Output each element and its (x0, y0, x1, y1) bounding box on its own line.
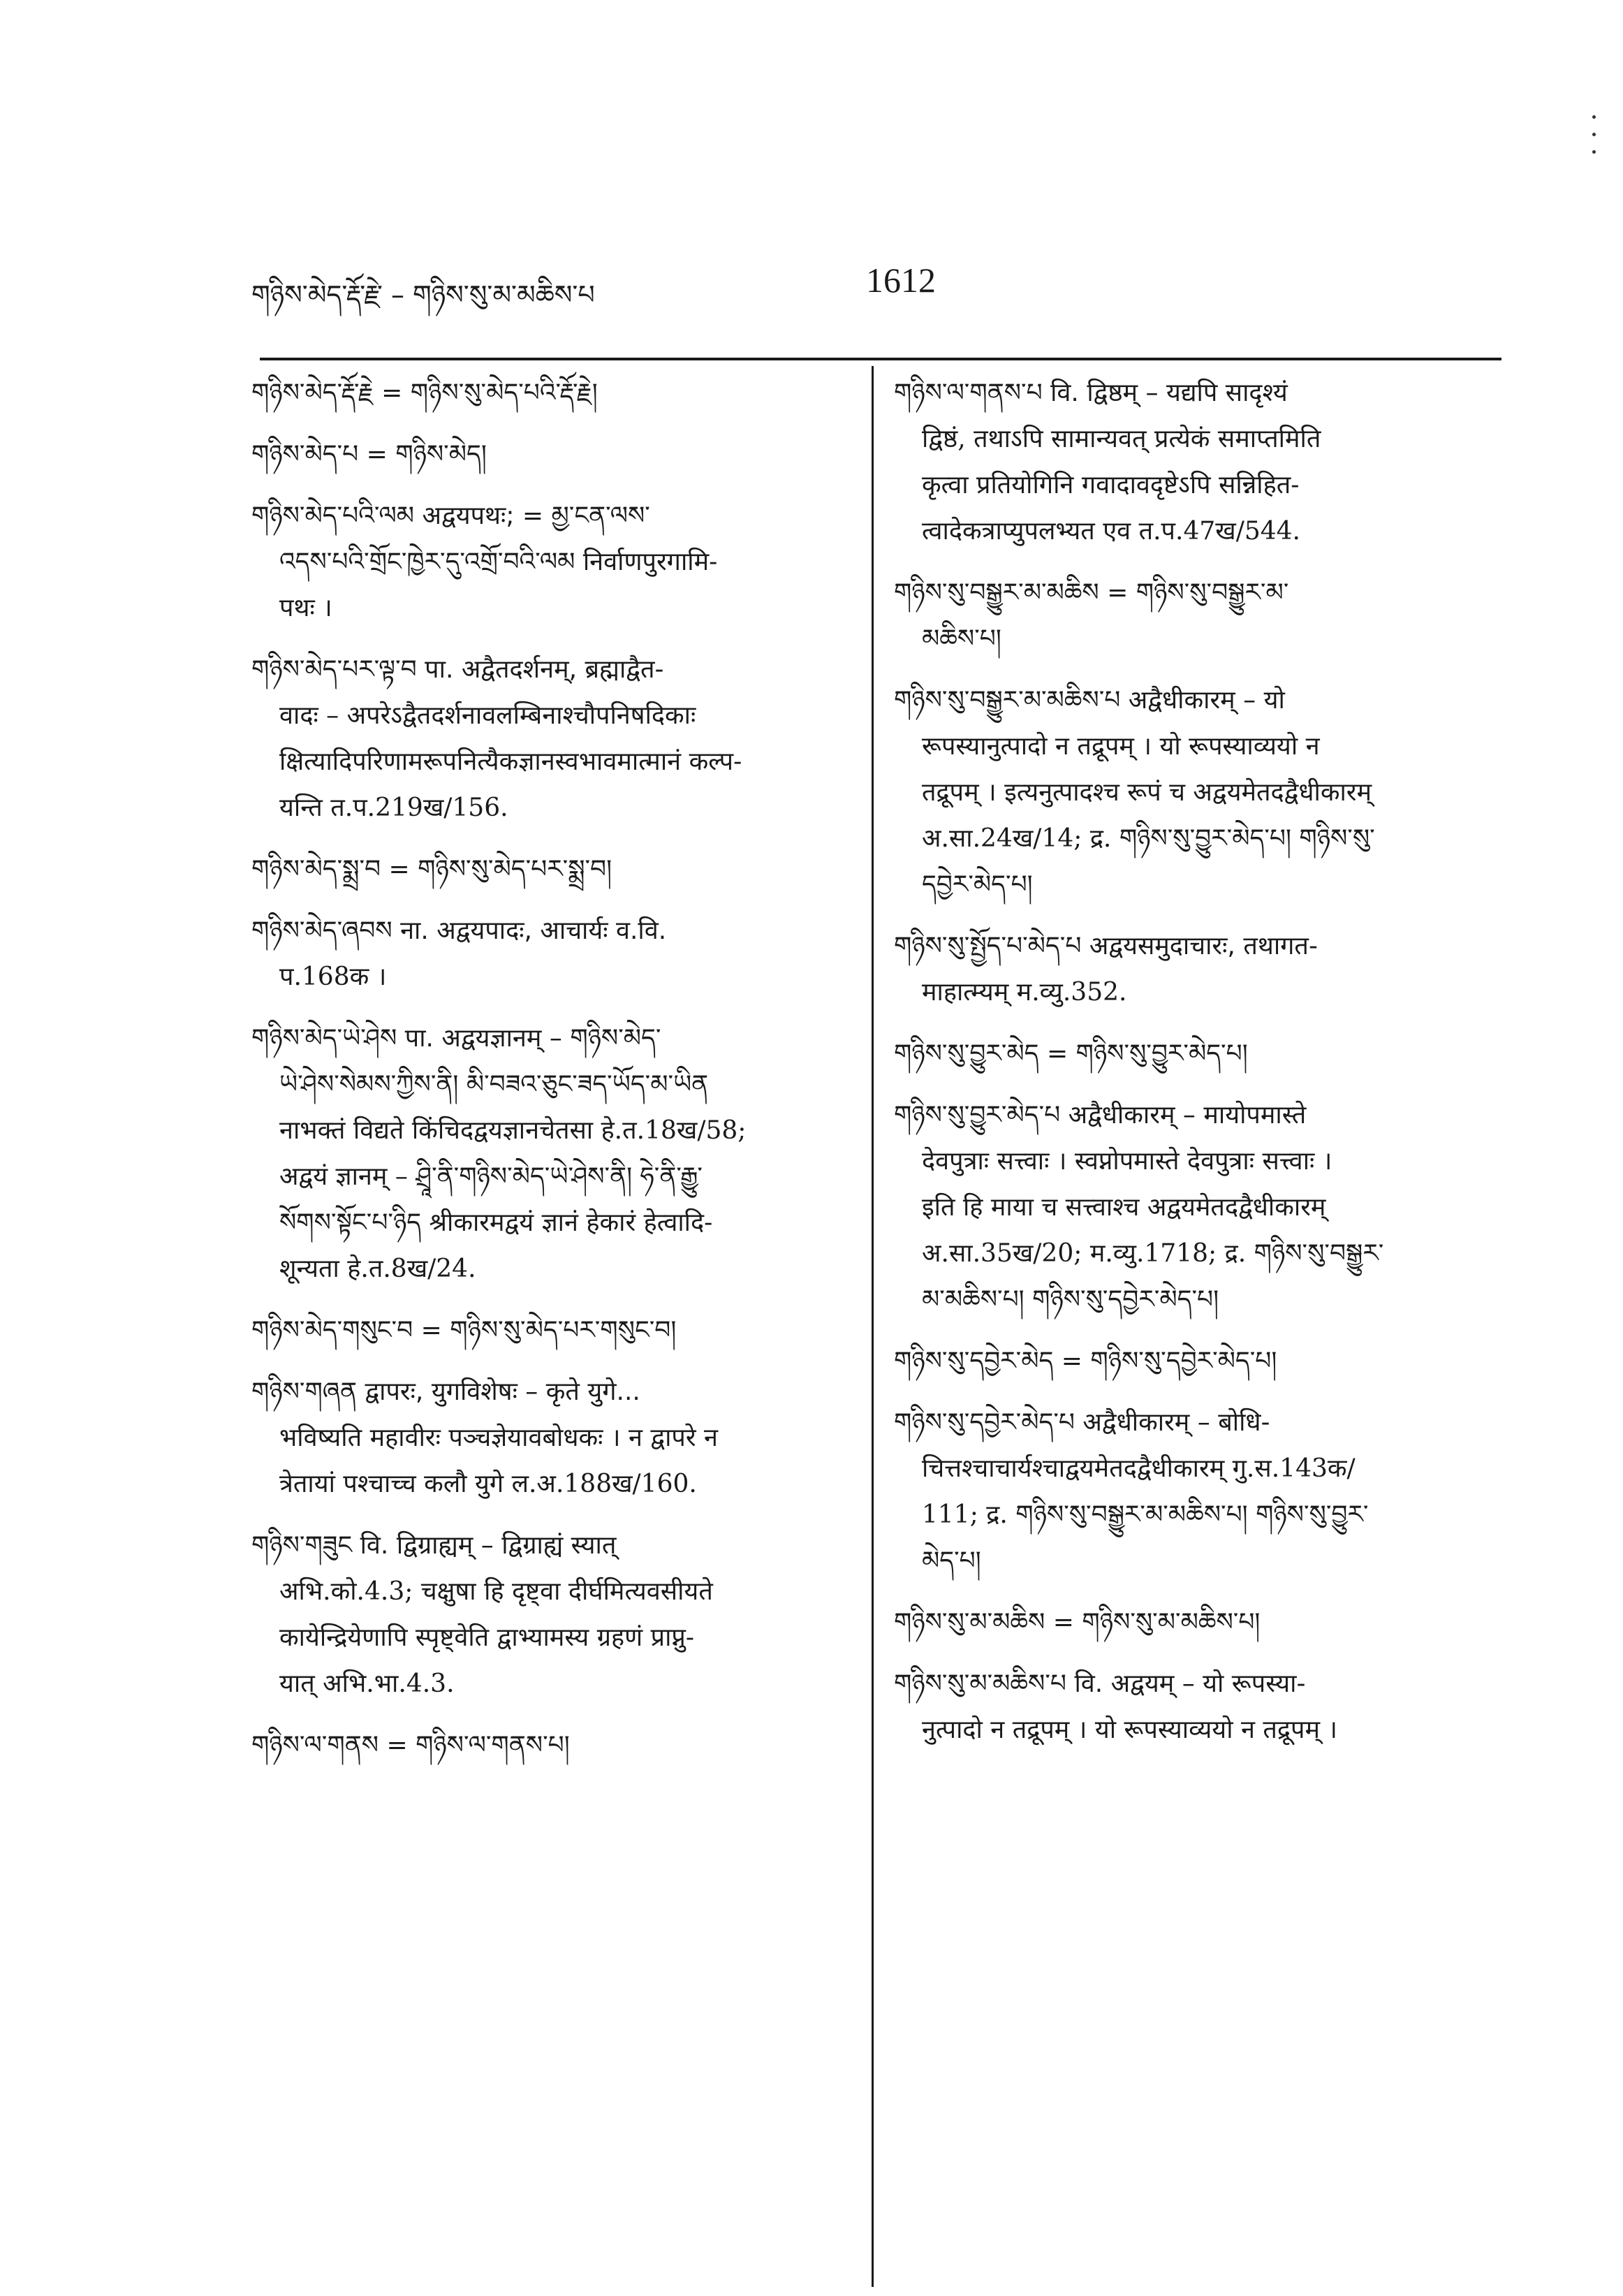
entry-definition-line: पथः । (279, 594, 332, 622)
entry-definition-line: མེད་པ། (922, 1546, 981, 1575)
entry-definition-line: वादः – अपरेऽद्वैतदर्शनावलम्बिनाश्चौपनिषदिकाः (279, 701, 696, 730)
entry-headword-line: གཉིས་གཞན द्वापरः, युगविशेषः – कृते युगे... (251, 1377, 640, 1406)
dictionary-entry (894, 1031, 1501, 1077)
entry-headword-line: གཉིས་སུ་མ་མཆིས་པ वि. अद्वयम् – यो रूपस्या- (894, 1669, 1306, 1698)
entry-definition-line: नुत्पादो न तद्रूपम् । यो रूपस्याव्ययो न तद्रूपम् । (922, 1716, 1338, 1744)
entry-definition-line: སོགས་སྟོང་པ་ཉིད श्रीकारमद्वयं ज्ञानं हेकारं हेत्वादि- (279, 1208, 713, 1237)
entry-headword-line: གཉིས་མེད་པ = གཉིས་མེད། (251, 440, 487, 469)
entry-headword-line: གཉིས་མེད་སྨྲ་བ = གཉིས་སུ་མེད་པར་སྨྲ་བ། (251, 855, 612, 884)
dictionary-entry (251, 1369, 852, 1507)
dictionary-entry (894, 678, 1501, 908)
entry-headword-line: གཉིས་སུ་དབྱེར་མེད = གཉིས་སུ་དབྱེར་མེད་པ། (894, 1347, 1277, 1375)
entry-headword-line: གཉིས་ལ་གནས་པ वि. द्विष्ठम् – यद्यपि सादृश्यं (894, 379, 1288, 407)
dictionary-entry (251, 908, 852, 1000)
entry-definition-line: कृत्वा प्रतियोगिनि गवादावदृष्टेऽपि सन्निहित- (922, 471, 1300, 499)
entry-definition-line: यात् अभि.भा.4.3. (279, 1669, 455, 1698)
dictionary-entry (251, 493, 852, 631)
entry-definition-line: शून्यता हे.त.8ख/24. (279, 1255, 476, 1283)
entry-definition-line: प.168क । (279, 963, 387, 991)
entry-headword-line: གཉིས་སུ་སྤྱོད་པ་མེད་པ अद्वयसमुदाचारः, तथागत- (894, 932, 1318, 960)
entry-headword-line: གཉིས་མེད་པའི་ལམ अद्वयपथः; = མྱ་ངན་ལས་ (251, 502, 650, 530)
dictionary-entry (894, 1092, 1501, 1323)
entry-definition-line: चित्तश्चाचार्यश्चाद्वयमेतदद्वैधीकारम् गु.स.143क/ (922, 1454, 1356, 1483)
right-column (894, 370, 1501, 1769)
entry-headword-line: གཉིས་སུ་བསྒྱུར་མ་མཆིས་པ अद्वैधीकारम् – यो (894, 686, 1285, 715)
dictionary-entry (894, 1600, 1501, 1646)
entry-definition-line: ཡེ་ཤེས་སེམས་ཀྱིས་ནི། མི་བཟའ་ཅུང་ཟད་ཡོད་མ་ཡིན (279, 1070, 709, 1099)
entry-headword-line: གཉིས་སུ་བྱུར་མེད་པ अद्वैधीकारम् – मायोपमास्ते (894, 1101, 1307, 1129)
dictionary-entry (251, 1308, 852, 1354)
entry-definition-line: इति हि माया च सत्त्वाश्च अद्वयमेतदद्वैधीकारम् (922, 1193, 1326, 1222)
entry-definition-line: དབྱེར་མེད་པ། (922, 870, 1033, 899)
entry-definition-line: यन्ति त.प.219ख/156. (279, 794, 508, 822)
dictionary-entry (894, 1400, 1501, 1584)
dictionary-entry (251, 847, 852, 893)
entry-headword-line: གཉིས་ལ་གནས = གཉིས་ལ་གནས་པ། (251, 1731, 570, 1760)
dictionary-entry (251, 1016, 852, 1292)
entry-definition-line: अ.सा.35ख/20; म.व्यु.1718; द्र. གཉིས་སུ་བསྒྱུར་ (922, 1239, 1384, 1268)
dictionary-entry (251, 432, 852, 478)
entry-definition-line: नाभक्तं विद्यते किंचिदद्वयज्ञानचेतसा हे.त.18ख/58; (279, 1116, 747, 1145)
entry-headword-line: གཉིས་མེད་ཡེ་ཤེས पा. अद्वयज्ञानम् – གཉིས་མེད་ (251, 1024, 661, 1053)
entry-headword-line: གཉིས་སུ་བྱུར་མེད = གཉིས་སུ་བྱུར་མེད་པ། (894, 1039, 1248, 1068)
entry-definition-line: अभि.को.4.3; चक्षुषा हि दृष्ट्वा दीर्घमित्यवसीयते (279, 1577, 713, 1606)
entry-definition-line: क्षित्यादिपरिणामरूपनित्यैकज्ञानस्वभावमात्मानं कल्प- (279, 747, 742, 776)
entry-headword-line: གཉིས་སུ་མ་མཆིས = གཉིས་སུ་མ་མཆིས་པ། (894, 1608, 1261, 1637)
dictionary-entry (894, 570, 1501, 662)
entry-headword-line: གཉིས་མེད་ཞབས ना. अद्वयपादः, आचार्यः व.वि. (251, 916, 667, 945)
entry-headword-line: གཉིས་སུ་བསྒྱུར་མ་མཆིས = གཉིས་སུ་བསྒྱུར་མ་ (894, 578, 1289, 607)
entry-headword-line: གཉིས་སུ་དབྱེར་མེད་པ अद्वैधीकारम् – बोधि- (894, 1408, 1270, 1437)
entry-definition-line: 111; द्र. གཉིས་སུ་བསྒྱུར་མ་མཆིས་པ། གཉིས་སུ་བྱུར་ (922, 1500, 1369, 1529)
dictionary-entry (894, 1338, 1501, 1384)
dictionary-entry (894, 370, 1501, 555)
header-rule (260, 358, 1501, 360)
entry-definition-line: तद्रूपम् । इत्यनुत्पादश्च रूपं च अद्वयमेतदद्वैधीकारम् (922, 778, 1372, 807)
dictionary-entry (251, 1723, 852, 1769)
entry-definition-line: कायेन्द्रियेणापि स्पृष्ट्वेति द्वाभ्यामस्य ग्रहणं प्राप्नु- (279, 1623, 695, 1652)
entry-definition-line: མ་མཆིས་པ། གཉིས་སུ་དབྱེར་མེད་པ། (922, 1285, 1219, 1314)
entry-definition-line: द्विष्ठं, तथाऽपि सामान्यवत् प्रत्येकं समाप्तमिति (922, 425, 1321, 453)
running-header (251, 260, 1508, 316)
column-divider (872, 366, 874, 2287)
entry-definition-line: अ.सा.24ख/14; द्र. གཉིས་སུ་བྱུར་མེད་པ། གཉིས་སུ་ (922, 824, 1375, 853)
dictionary-entry (894, 923, 1501, 1016)
entry-definition-line: देवपुत्राः सत्त्वाः । स्वप्नोपमास्ते देवपुत्राः सत्त्वाः । (922, 1147, 1332, 1176)
entry-headword-line: གཉིས་མེད་གསུང་བ = གཉིས་སུ་མེད་པར་གསུང་བ། (251, 1316, 677, 1345)
dictionary-entry (894, 1661, 1501, 1753)
entry-headword-line: གཉིས་མེད་རྡོ་རྗེ = གཉིས་སུ་མེད་པའི་རྡོ་རྗེ། (251, 379, 598, 407)
entry-definition-line: भविष्यति महावीरः पञ्चज्ञेयावबोधकः । न द्वापरे न (279, 1424, 718, 1452)
entry-definition-line: མཆིས་པ། (922, 624, 1001, 653)
left-column (251, 370, 852, 1784)
dictionary-entry (251, 1523, 852, 1707)
entry-definition-line: रूपस्यानुत्पादो न तद्रूपम् । यो रूपस्याव्ययो न (922, 732, 1320, 761)
entry-definition-line: त्रेतायां पश्चाच्च कलौ युगे ल.अ.188ख/160. (279, 1470, 697, 1498)
entry-definition-line: माहात्म्यम् म.व्यु.352. (922, 978, 1127, 1007)
page-number: 1612 (866, 261, 936, 300)
header-range: གཉིས་མེད་རྡོ་རྗེ་ – གཉིས་སུ་མ་མཆིས་པ (251, 279, 595, 310)
entry-definition-line: འདས་པའི་གྲོང་ཁྱེར་དུ་འགྲོ་བའི་ལམ निर्वाणपुरगामि- (279, 548, 718, 576)
dictionary-entry (251, 647, 852, 831)
entry-headword-line: གཉིས་མེད་པར་ལྟ་བ पा. अद्वैतदर्शनम्, ब्रह्माद्वैत- (251, 655, 664, 684)
margin-dots (1592, 115, 1598, 168)
entry-definition-line: त्वादेकत्राप्युपलभ्यत एव त.प.47ख/544. (922, 517, 1300, 546)
entry-definition-line: अद्वयं ज्ञानम् – ཤྲཱི་ནི་གཉིས་མེད་ཡེ་ཤེས་ནི། ཧེ་ནི་རྒྱུ་ (279, 1162, 703, 1191)
dictionary-entry (251, 370, 852, 416)
entry-headword-line: གཉིས་གཟུང वि. द्विग्राह्यम् – द्विग्राह्यं स्यात् (251, 1531, 617, 1560)
